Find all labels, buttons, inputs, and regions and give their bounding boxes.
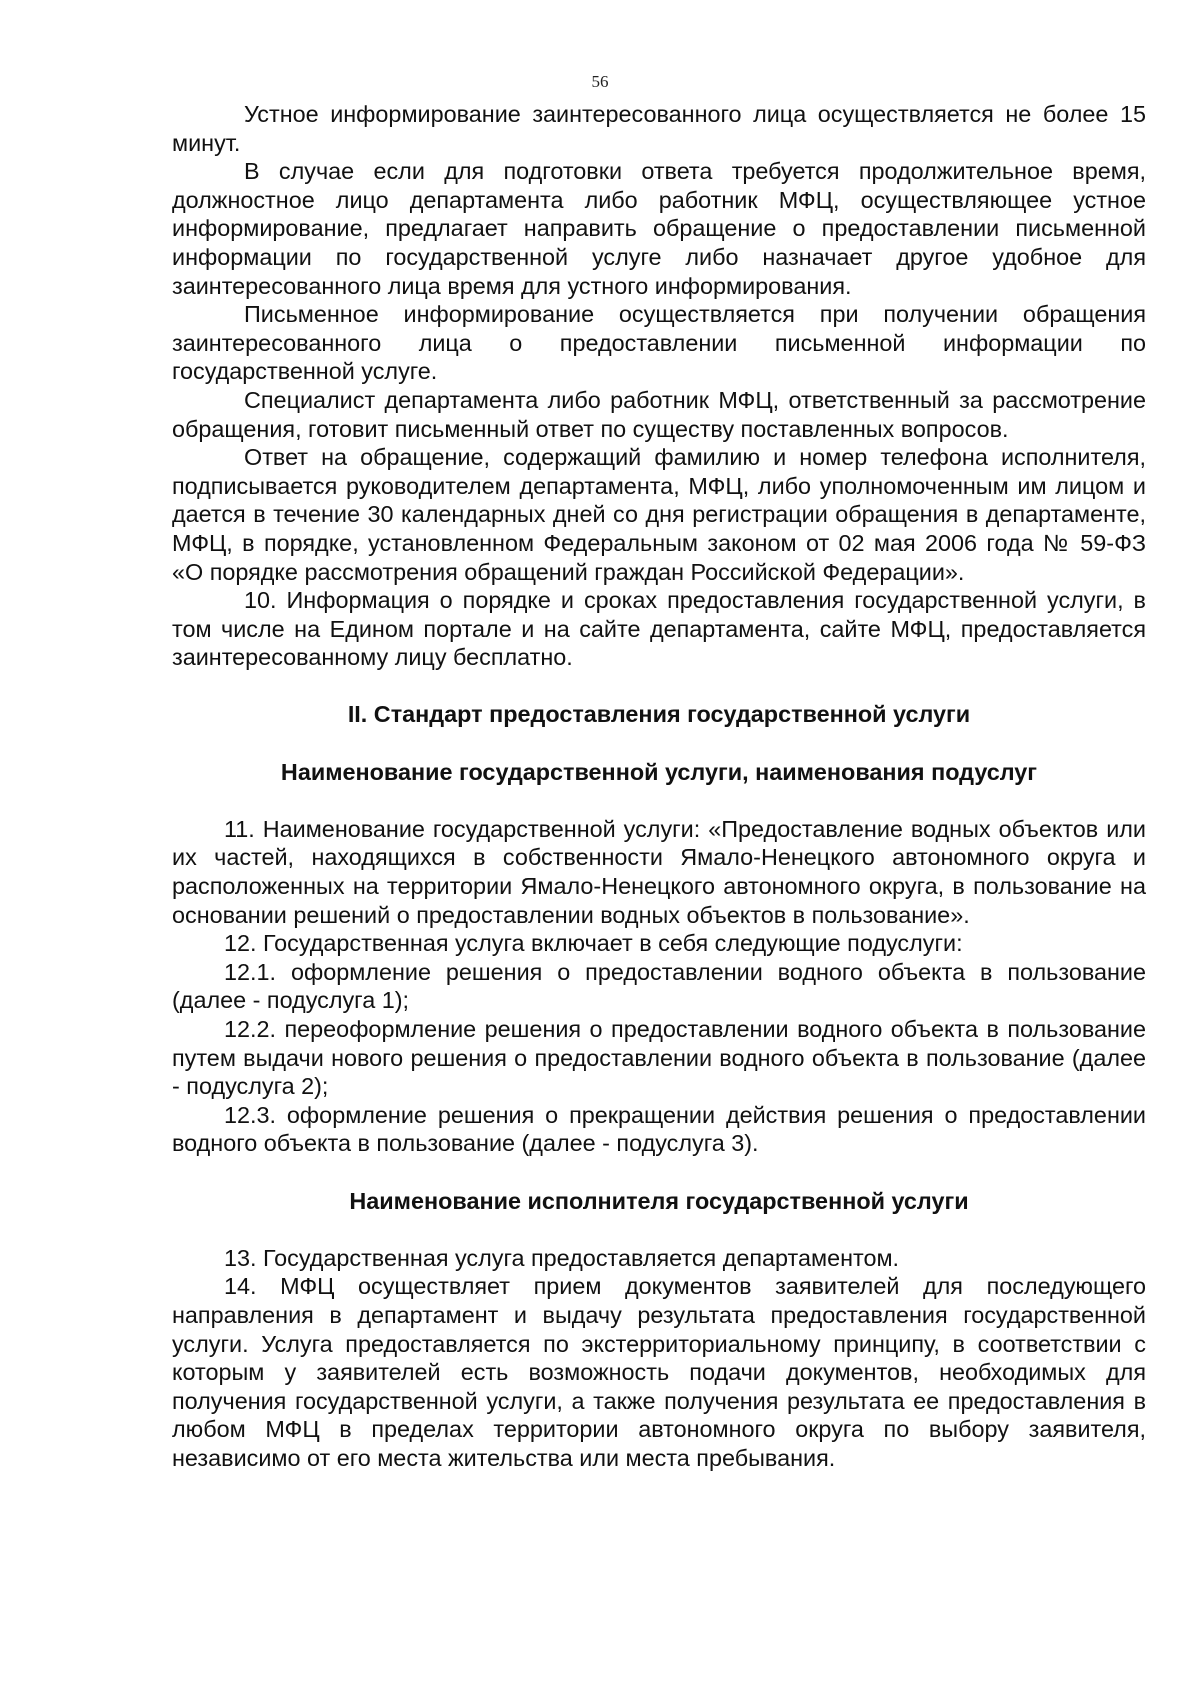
paragraph: 14. МФЦ осуществляет прием документов заявителей для последующего направления в департамент и выдачу результата предоставления государственной услуги. Услуга предоставляется по экстерриториальному принципу, в соответствии с которым у заявителей есть возможность подачи документов, необходимых для получения государственной услуги, а также получения результата ее предоставления в любом МФЦ в пределах территории автономного округа по выбору заявителя, независимо от его места жительства или места пребывания. — [172, 1273, 1146, 1471]
paragraph: Ответ на обращение, содержащий фамилию и номер телефона исполнителя, подписывается руководителем департамента, МФЦ, либо уполномоченным им лицом и дается в течение 30 календарных дней со дня регистрации обращения в департаменте, МФЦ, в порядке, установленном Федеральным законом от 02 мая 2006 года № 59-ФЗ «О порядке рассмотрения обращений граждан Российской Федерации». — [172, 444, 1146, 585]
paragraph: 12.3. оформление решения о прекращении действия решения о предоставлении водного объекта в пользование (далее - подуслуга 3). — [172, 1101, 1146, 1157]
paragraph: 12. Государственная услуга включает в себя следующие подуслуги: — [224, 930, 963, 957]
paragraph: Письменное информирование осуществляется при получении обращения заинтересованного лица о предоставлении письменной информации по государственной услуге. — [172, 301, 1146, 385]
paragraph: Специалист департамента либо работник МФЦ, ответственный за рассмотрение обращения, готовит письменный ответ по существу поставленных вопросов. — [172, 386, 1146, 442]
spacer — [172, 1215, 1146, 1244]
paragraph: 13. Государственная услуга предоставляется департаментом. — [224, 1244, 900, 1271]
spacer — [172, 729, 1146, 758]
paragraph: Устное информирование заинтересованного лица осуществляется не более 15 минут. — [172, 101, 1146, 156]
section-title: II. Стандарт предоставления государственной услуги — [347, 701, 971, 728]
heading-service-name: Наименование государственной услуги, наименования подуслуг — [280, 758, 1038, 785]
paragraph: В случае если для подготовки ответа требуется продолжительное время, должностное лицо департамента либо работник МФЦ, осуществляющее устное информирование, предлагает направить обращение о предоставлении письменной информации по государственной услуге либо назначает другое удобное для заинтересованного лица время для устного информирования. — [172, 158, 1146, 299]
page-number: 56 — [591, 72, 609, 91]
spacer — [172, 672, 1146, 701]
paragraph: 10. Информация о порядке и сроках предоставления государственной услуги, в том числе на Едином портале и на сайте департамента, сайте МФЦ, предоставляется заинтересованному лицу бесплатно. — [172, 587, 1146, 671]
spacer — [172, 786, 1146, 815]
paragraph: 11. Наименование государственной услуги: «Предоставление водных объектов или их частей, находящихся в собственности Ямало-Ненецкого автономного округа и расположенных на территории Ямало-Ненецкого автономного округа, в пользование на основании решений о предоставлении водных объектов в пользование». — [172, 815, 1146, 928]
paragraph: 12.1. оформление решения о предоставлении водного объекта в пользование (далее - подуслуга 1); — [172, 958, 1146, 1014]
document-body — [172, 100, 1146, 1473]
spacer — [172, 1158, 1146, 1187]
heading-executor: Наименование исполнителя государственной услуги — [349, 1187, 969, 1214]
paragraph: 12.2. переоформление решения о предоставлении водного объекта в пользование путем выдачи нового решения о предоставлении водного объекта в пользование (далее - подуслуга 2); — [172, 1016, 1146, 1100]
